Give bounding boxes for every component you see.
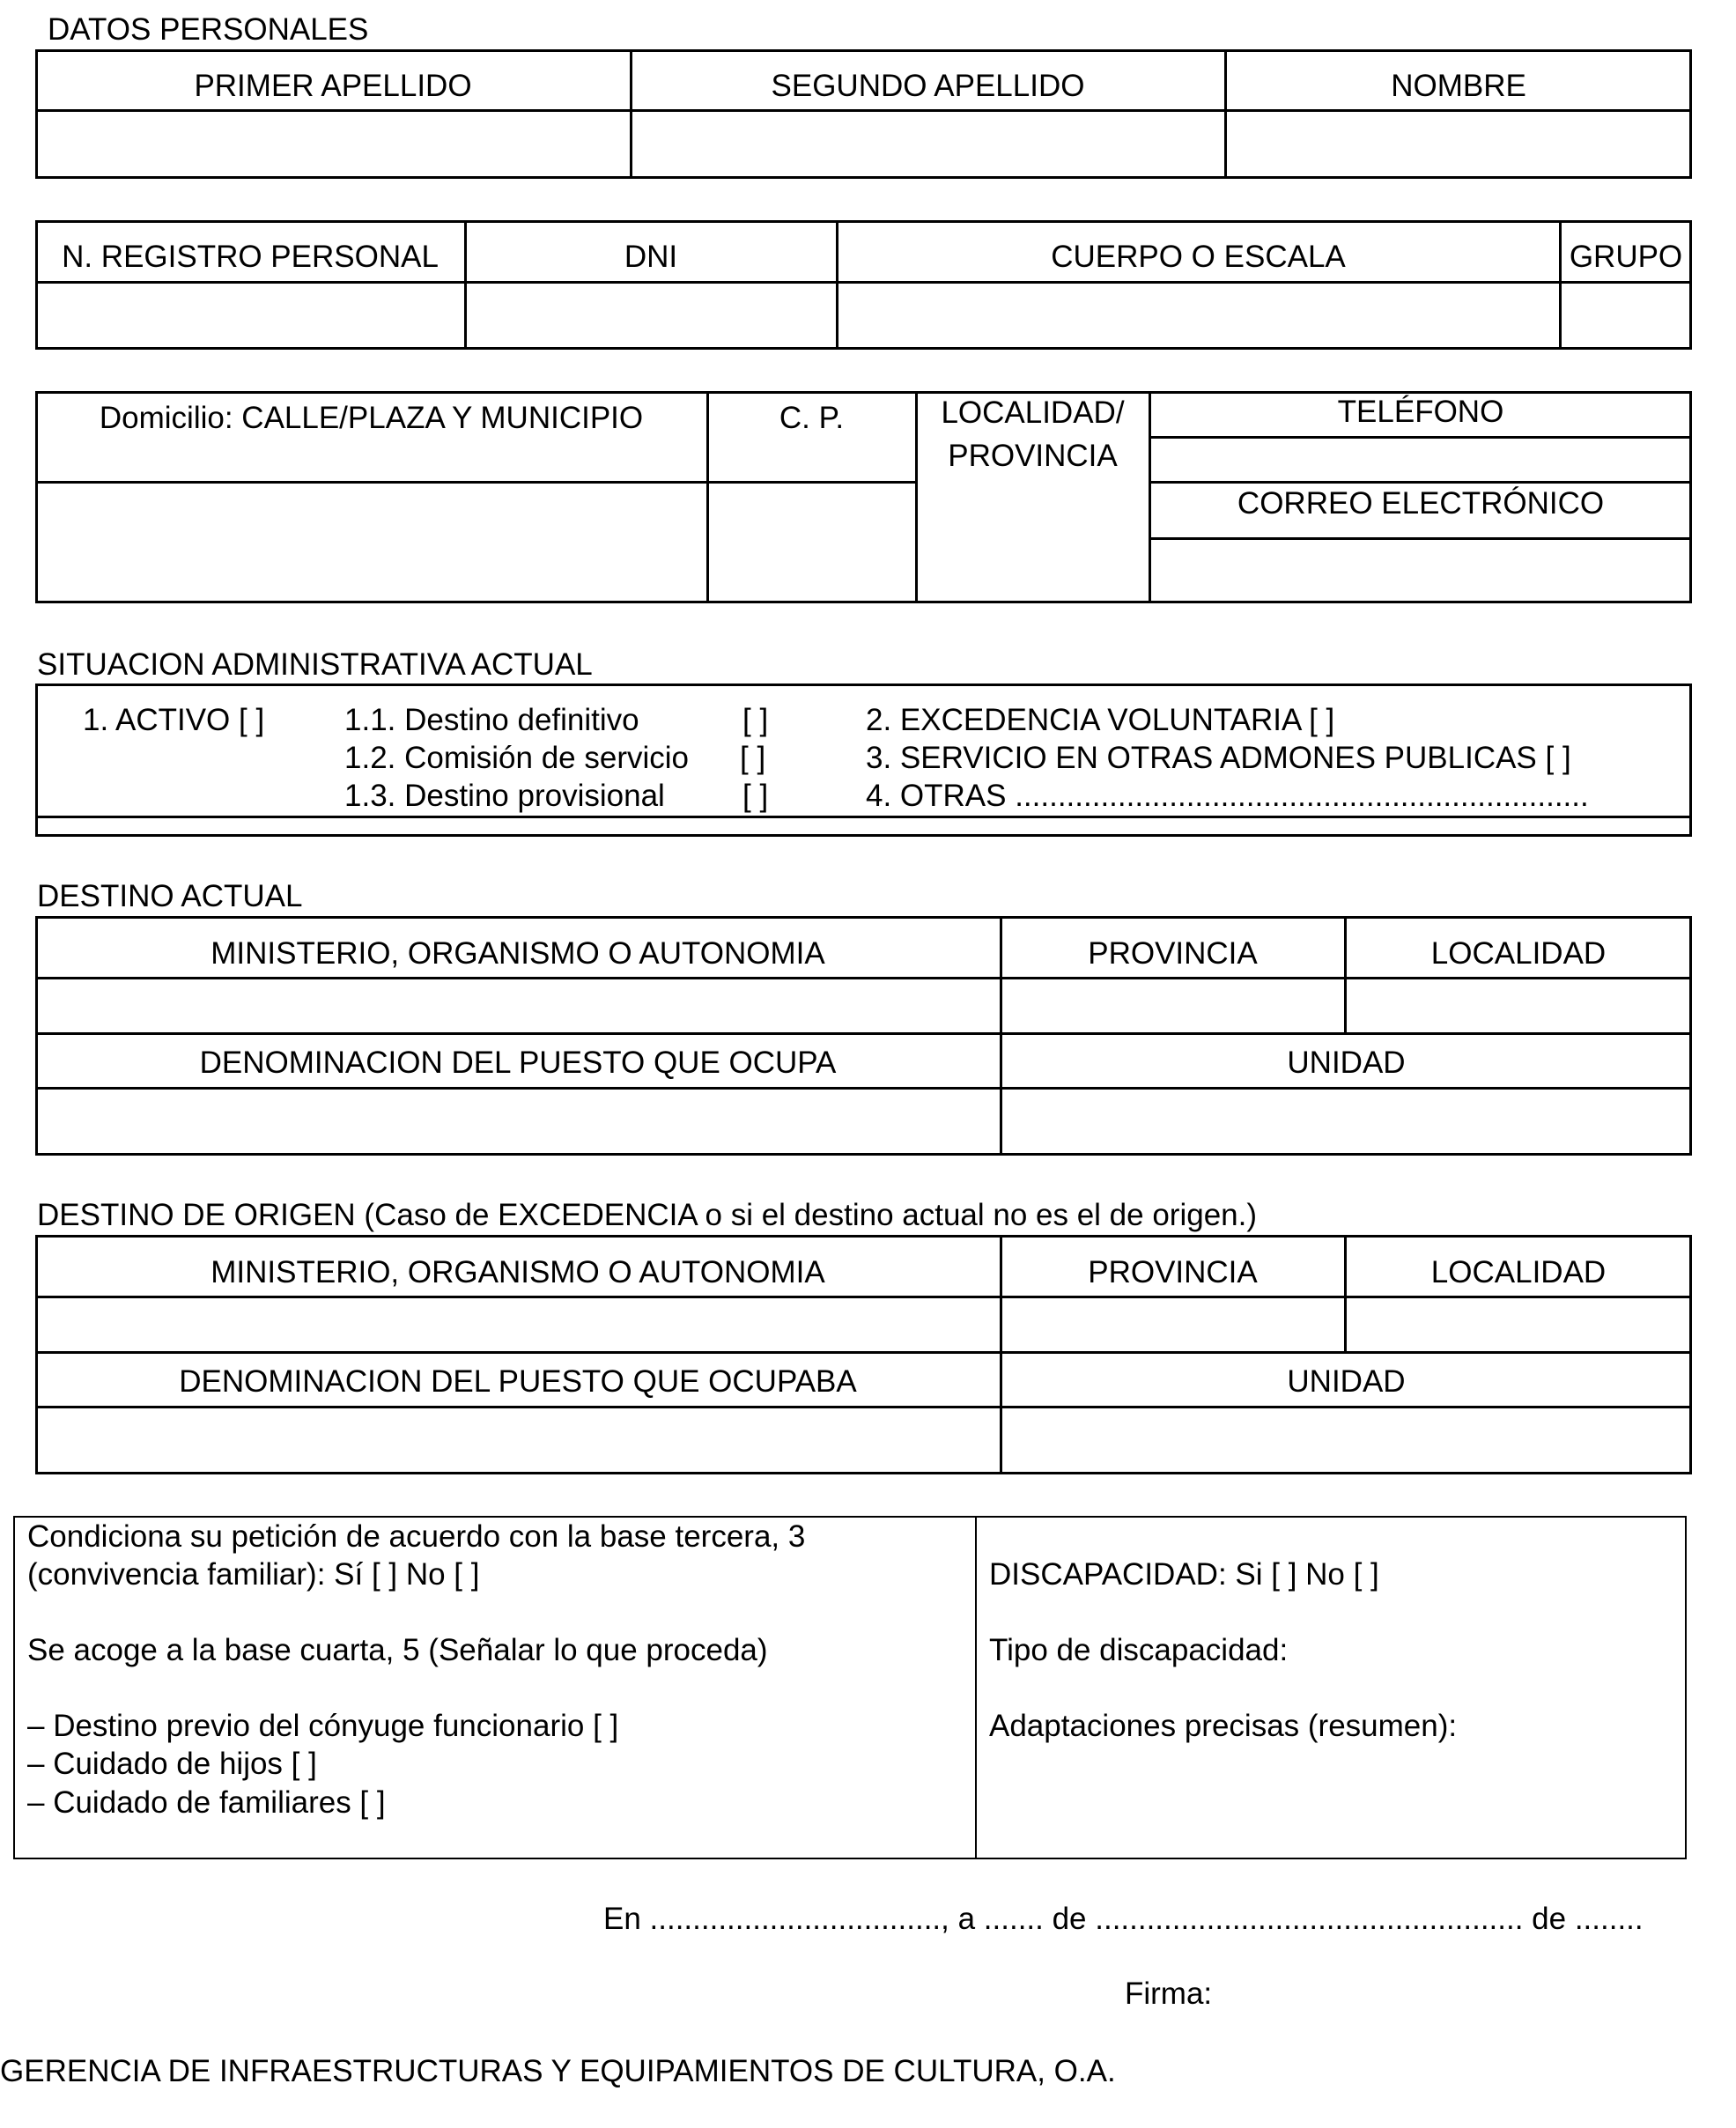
option-conyuge[interactable]: – Destino previo del cónyuge funcionario [ ] bbox=[27, 1709, 619, 1743]
divider bbox=[35, 1032, 1692, 1035]
condiciona-text: Condiciona su petición de acuerdo con la base tercera, 3 bbox=[27, 1519, 806, 1554]
divider bbox=[35, 481, 918, 484]
checkbox-destino-provisional[interactable]: [ ] bbox=[742, 779, 769, 813]
discapacidad-option[interactable]: DISCAPACIDAD: Si [ ] No [ ] bbox=[989, 1557, 1379, 1592]
field-puesto[interactable] bbox=[38, 1090, 1000, 1153]
adaptaciones-label: Adaptaciones precisas (resumen): bbox=[989, 1709, 1458, 1743]
field-segundo-apellido[interactable] bbox=[633, 113, 1224, 176]
header-provincia: PROVINCIA bbox=[1088, 936, 1258, 971]
convivencia-option[interactable]: (convivencia familiar): Sí [ ] No [ ] bbox=[27, 1557, 480, 1592]
field-domicilio[interactable] bbox=[38, 484, 706, 601]
option-excedencia[interactable]: 2. EXCEDENCIA VOLUNTARIA [ ] bbox=[866, 703, 1335, 737]
header-domicilio: Domicilio: CALLE/PLAZA Y MUNICIPIO bbox=[99, 401, 644, 435]
header-correo: CORREO ELECTRÓNICO bbox=[1237, 486, 1605, 521]
field-telefono[interactable] bbox=[1152, 440, 1689, 481]
field-localidad-origen[interactable] bbox=[1348, 1299, 1689, 1351]
divider bbox=[35, 1296, 1692, 1298]
field-puesto-origen[interactable] bbox=[38, 1409, 1000, 1472]
divider bbox=[35, 977, 1692, 979]
header-localidad: LOCALIDAD bbox=[1430, 936, 1607, 971]
header-unidad-origen: UNIDAD bbox=[1287, 1364, 1406, 1399]
divider bbox=[1149, 537, 1692, 540]
divider bbox=[35, 1351, 1692, 1354]
header-localidad-origen: LOCALIDAD bbox=[1430, 1255, 1607, 1289]
header-telefono: TELÉFONO bbox=[1337, 395, 1504, 429]
section-title-destino-origen: DESTINO DE ORIGEN (Caso de EXCEDENCIA o si el destino actual no es el de origen.) bbox=[37, 1198, 1258, 1232]
field-provincia[interactable] bbox=[1003, 980, 1344, 1032]
field-localidad[interactable] bbox=[919, 484, 1149, 601]
divider bbox=[35, 281, 1692, 284]
header-cp: C. P. bbox=[779, 401, 845, 435]
option-otras[interactable]: 4. OTRAS ................................................................... bbox=[866, 779, 1589, 813]
base-cuarta-text: Se acoge a la base cuarta, 5 (Señalar lo que proceda) bbox=[27, 1633, 768, 1667]
option-destino-definitivo[interactable]: 1.1. Destino definitivo bbox=[344, 703, 639, 737]
divider bbox=[35, 816, 1692, 818]
firma-label: Firma: bbox=[1125, 1977, 1213, 2011]
option-destino-provisional[interactable]: 1.3. Destino provisional bbox=[344, 779, 665, 813]
header-provincia: PROVINCIA bbox=[948, 439, 1118, 473]
option-activo[interactable]: 1. ACTIVO [ ] bbox=[83, 703, 265, 737]
option-comision-servicio[interactable]: 1.2. Comisión de servicio bbox=[344, 741, 689, 775]
field-dni[interactable] bbox=[468, 284, 836, 347]
option-hijos[interactable]: – Cuidado de hijos [ ] bbox=[27, 1747, 317, 1781]
field-nombre[interactable] bbox=[1228, 113, 1689, 176]
header-cuerpo: CUERPO O ESCALA bbox=[1051, 240, 1346, 274]
checkbox-comision-servicio[interactable]: [ ] bbox=[740, 741, 766, 775]
section-title-situacion: SITUACION ADMINISTRATIVA ACTUAL bbox=[37, 647, 593, 682]
header-puesto-origen: DENOMINACION DEL PUESTO QUE OCUPABA bbox=[179, 1364, 857, 1399]
field-primer-apellido[interactable] bbox=[38, 113, 630, 176]
field-cp[interactable] bbox=[710, 484, 915, 601]
header-ministerio: MINISTERIO, ORGANISMO O AUTONOMIA bbox=[211, 936, 825, 971]
section-title-datos-personales: DATOS PERSONALES bbox=[48, 12, 369, 47]
field-ministerio[interactable] bbox=[38, 980, 1000, 1032]
divider bbox=[35, 109, 1692, 112]
header-unidad: UNIDAD bbox=[1287, 1046, 1406, 1080]
header-ministerio-origen: MINISTERIO, ORGANISMO O AUTONOMIA bbox=[211, 1255, 825, 1289]
field-correo[interactable] bbox=[1152, 541, 1689, 601]
field-grupo[interactable] bbox=[1562, 284, 1689, 347]
tipo-discapacidad-label: Tipo de discapacidad: bbox=[989, 1633, 1289, 1667]
checkbox-destino-definitivo[interactable]: [ ] bbox=[742, 703, 769, 737]
divider bbox=[1149, 436, 1692, 439]
field-registro[interactable] bbox=[38, 284, 464, 347]
divider bbox=[1344, 1235, 1347, 1352]
divider bbox=[35, 1406, 1692, 1408]
divider bbox=[1344, 916, 1347, 1033]
fecha-line[interactable]: En .................................., a ....... de .................................................. de ........ bbox=[603, 1902, 1644, 1936]
option-servicio-otras[interactable]: 3. SERVICIO EN OTRAS ADMONES PUBLICAS [ ] bbox=[866, 741, 1571, 775]
field-ministerio-origen[interactable] bbox=[38, 1299, 1000, 1351]
divider bbox=[35, 1087, 1692, 1090]
field-unidad[interactable] bbox=[1003, 1090, 1689, 1153]
header-provincia-origen: PROVINCIA bbox=[1088, 1255, 1258, 1289]
section-title-destino-actual: DESTINO ACTUAL bbox=[37, 879, 303, 913]
header-segundo-apellido: SEGUNDO APELLIDO bbox=[771, 69, 1085, 103]
header-localidad: LOCALIDAD/ bbox=[941, 395, 1125, 430]
organismo-footer: GERENCIA DE INFRAESTRUCTURAS Y EQUIPAMIENTOS DE CULTURA, O.A. bbox=[0, 2054, 1116, 2088]
header-primer-apellido: PRIMER APELLIDO bbox=[194, 69, 472, 103]
header-grupo: GRUPO bbox=[1569, 240, 1683, 274]
field-localidad[interactable] bbox=[1348, 980, 1689, 1032]
field-unidad-origen[interactable] bbox=[1003, 1409, 1689, 1472]
field-cuerpo[interactable] bbox=[839, 284, 1559, 347]
header-registro: N. REGISTRO PERSONAL bbox=[62, 240, 439, 274]
divider bbox=[975, 1516, 977, 1859]
option-familiares[interactable]: – Cuidado de familiares [ ] bbox=[27, 1785, 386, 1820]
divider bbox=[1149, 481, 1692, 484]
header-dni: DNI bbox=[624, 240, 678, 274]
header-puesto: DENOMINACION DEL PUESTO QUE OCUPA bbox=[199, 1046, 837, 1080]
field-provincia-origen[interactable] bbox=[1003, 1299, 1344, 1351]
header-nombre: NOMBRE bbox=[1391, 69, 1526, 103]
